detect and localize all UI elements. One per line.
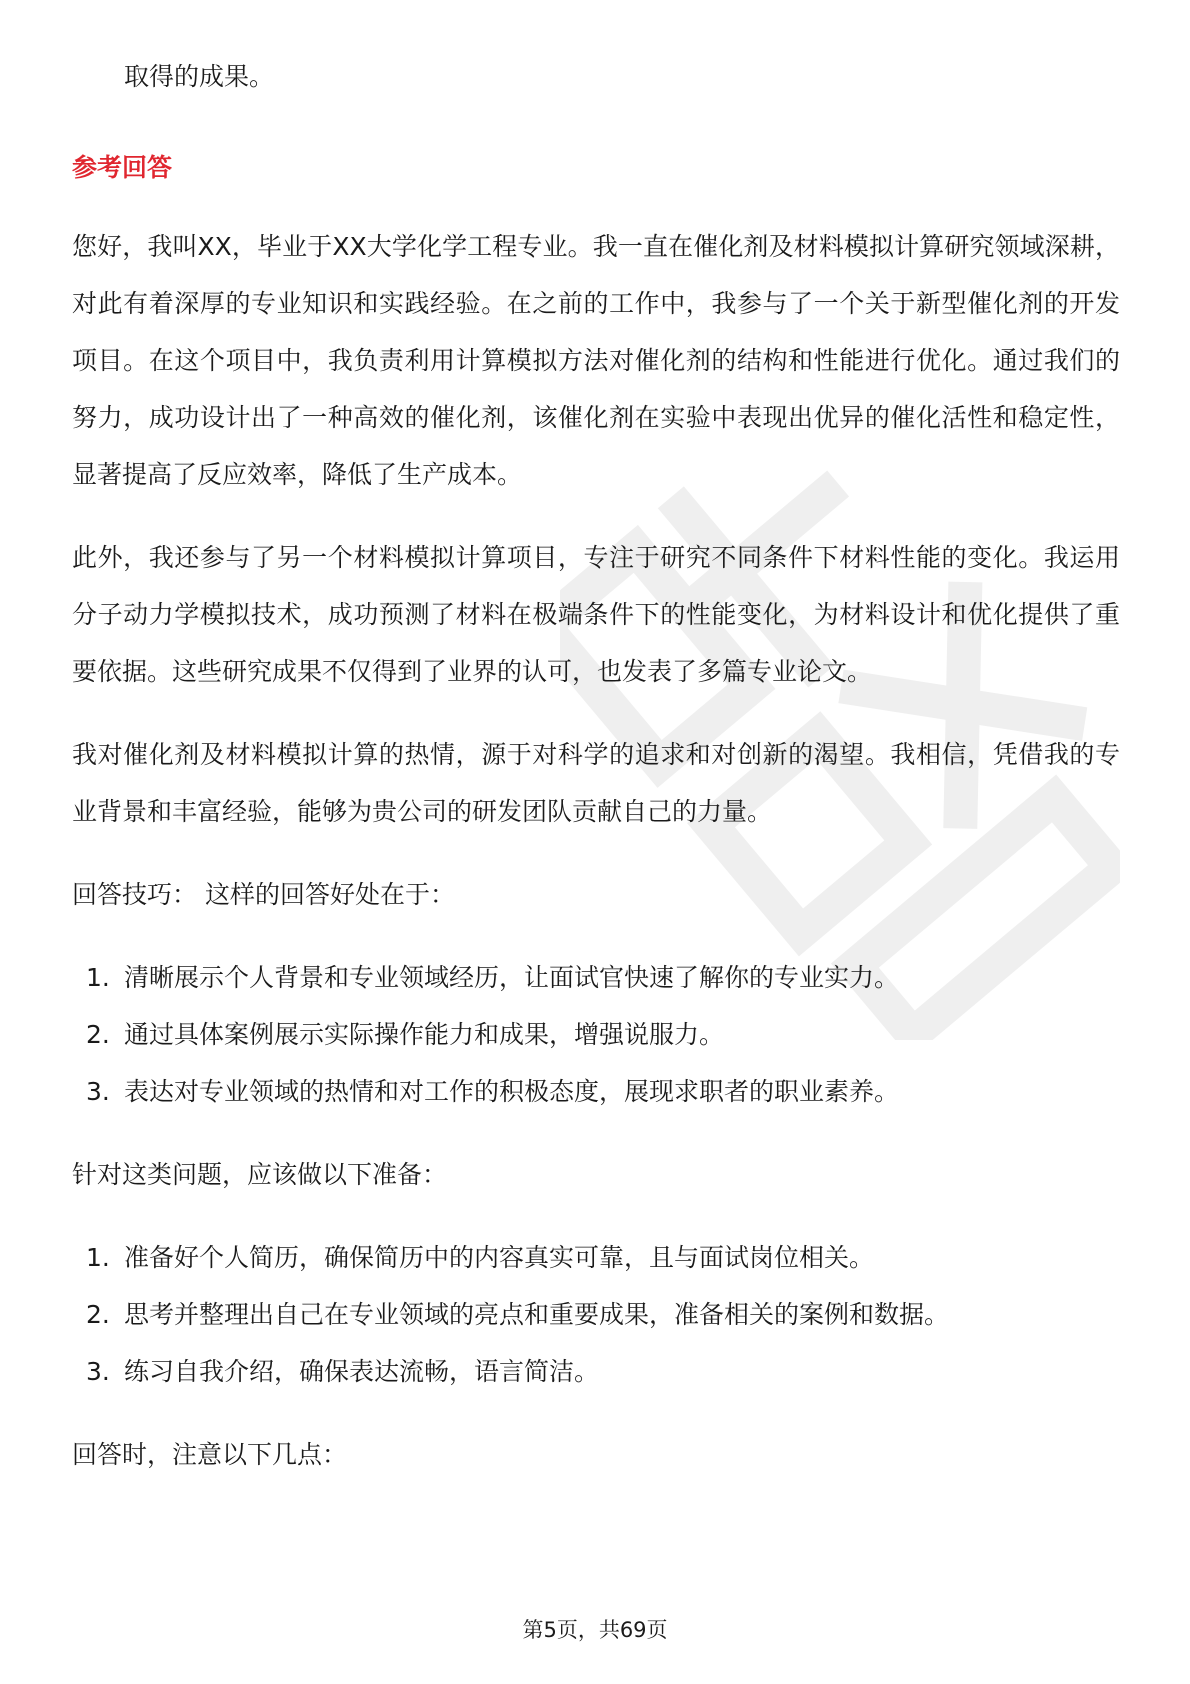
- answer-paragraph-1: 您好，我叫XX，毕业于XX大学化学工程专业。我一直在催化剂及材料模拟计算研究领域深耕，对此有着深厚的专业知识和实践经验。在之前的工作中，我参与了一个关于新型催化剂的开发项目。在这个项目中，我负责利用计算模拟方法对催化剂的结构和性能进行优化。通过我们的努力，成功设计出了一种高效的催化剂，该催化剂在实验中表现出优异的催化活性和稳定性，显著提高了反应效率，降低了生产成本。: [72, 232, 1120, 489]
- list-item-number: 1.: [86, 963, 110, 992]
- list-item-number: 3.: [86, 1357, 110, 1386]
- answer-paragraph-3: 我对催化剂及材料模拟计算的热情，源于对科学的追求和对创新的渴望。我相信，凭借我的专业背景和丰富经验，能够为贵公司的研发团队贡献自己的力量。: [72, 740, 1120, 826]
- page-number-footer: 第5页，共69页: [522, 1618, 668, 1642]
- list-item: [72, 1343, 1120, 1400]
- list-item-number: 3.: [86, 1077, 110, 1106]
- list-item: [72, 1286, 1120, 1343]
- list-item: [72, 1063, 1120, 1120]
- list-item: [72, 1229, 1120, 1286]
- tips-list: [72, 949, 1120, 1120]
- list-item-text: 表达对专业领域的热情和对工作的积极态度，展现求职者的职业素养。: [124, 1077, 900, 1106]
- answer-paragraph-2: 此外，我还参与了另一个材料模拟计算项目，专注于研究不同条件下材料性能的变化。我运用分子动力学模拟技术，成功预测了材料在极端条件下的性能变化，为材料设计和优化提供了重要依据。这些研究成果不仅得到了业界的认可，也发表了多篇专业论文。: [72, 543, 1120, 686]
- list-item-text: 通过具体案例展示实际操作能力和成果，增强说服力。: [124, 1020, 725, 1049]
- prep-label: 针对这类问题，应该做以下准备：: [72, 1160, 448, 1189]
- list-item: [72, 1006, 1120, 1063]
- prep-list: [72, 1229, 1120, 1400]
- intro-tail-text: 取得的成果。: [124, 62, 275, 91]
- list-item-text: 思考并整理出自己在专业领域的亮点和重要成果，准备相关的案例和数据。: [124, 1300, 950, 1329]
- list-item-text: 清晰展示个人背景和专业领域经历，让面试官快速了解你的专业实力。: [124, 963, 900, 992]
- list-item: [72, 949, 1120, 1006]
- list-item-text: 准备好个人简历，确保简历中的内容真实可靠，且与面试岗位相关。: [124, 1243, 875, 1272]
- notes-label: 回答时，注意以下几点：: [72, 1440, 348, 1469]
- answer-heading: 参考回答: [72, 153, 173, 182]
- list-item-number: 2.: [86, 1300, 110, 1329]
- document-body: [72, 48, 1120, 1483]
- tips-label: 回答技巧： 这样的回答好处在于：: [72, 880, 455, 909]
- list-item-number: 2.: [86, 1020, 110, 1049]
- list-item-text: 练习自我介绍，确保表达流畅，语言简洁。: [124, 1357, 600, 1386]
- list-item-number: 1.: [86, 1243, 110, 1272]
